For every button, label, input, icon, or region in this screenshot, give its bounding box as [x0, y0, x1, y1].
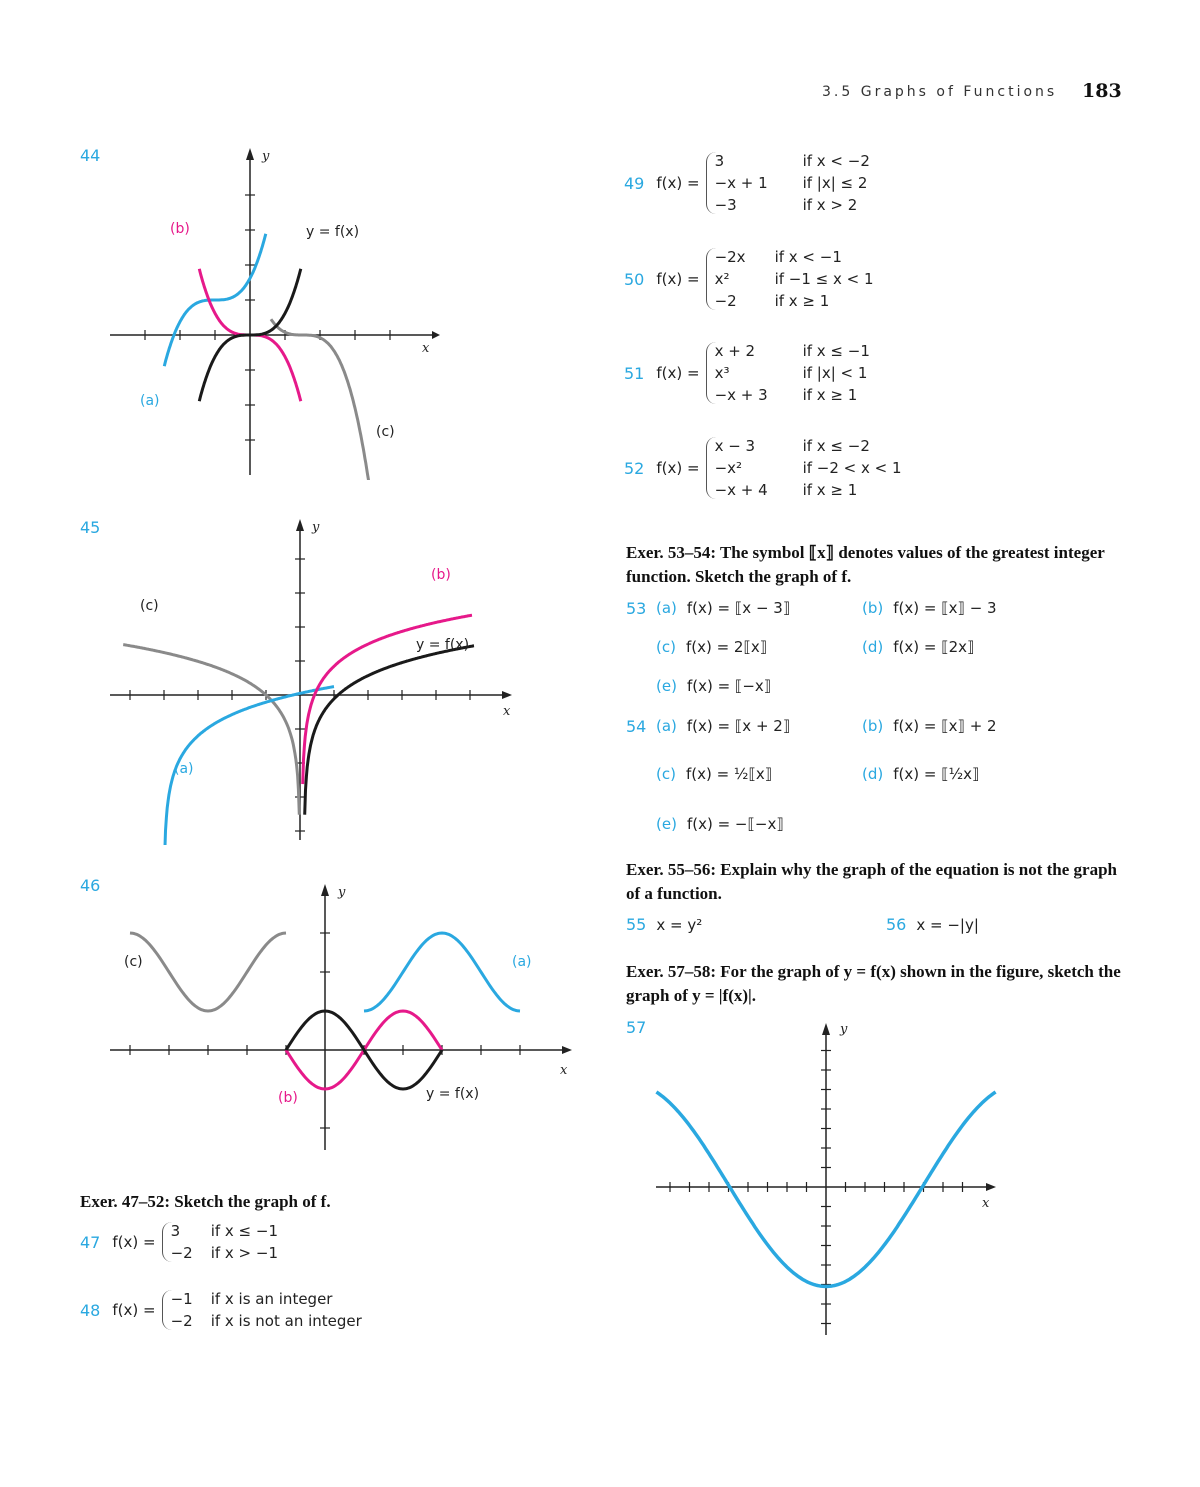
case-condition: if x ≤ −1 [210, 1222, 278, 1240]
case-value: −2x [714, 248, 746, 266]
function-lhs: f(x) = [656, 364, 700, 382]
x-axis-label: x [982, 1196, 990, 1211]
problem-49 [624, 152, 870, 214]
y-axis-label: y [262, 149, 270, 164]
function-lhs: f(x) = [656, 270, 700, 288]
problem-54a [656, 717, 790, 735]
part-label: (d) [862, 638, 884, 656]
problem-53e [656, 677, 771, 695]
piecewise-cases [706, 342, 870, 404]
problem-53a [656, 599, 790, 617]
figure-57-graph [650, 1015, 1020, 1345]
label-f: y = f(x) [416, 637, 470, 653]
problem-51 [624, 342, 870, 404]
case-value: 3 [170, 1222, 181, 1240]
problem-55 [626, 915, 702, 934]
case-value: −x² [714, 459, 743, 477]
part-label: (c) [656, 638, 676, 656]
case-condition: if −2 < x < 1 [802, 459, 902, 477]
problem-number-54: 54 [626, 717, 647, 736]
exercise-55-56-heading: Exer. 55–56: Explain why the graph of the equation is not the graph of a function. [626, 860, 1118, 903]
figure-number-44: 44 [80, 146, 101, 165]
exercise-57-58-heading: Exer. 57–58: For the graph of y = f(x) shown in the figure, sketch the graph of y = |f(x)|. [626, 962, 1121, 1005]
expression: f(x) = ⟦x⟧ − 3 [893, 599, 997, 617]
piecewise-cases [706, 437, 902, 499]
piecewise-cases [162, 1290, 362, 1330]
part-label: (d) [862, 765, 884, 783]
part-label: (a) [656, 599, 677, 617]
case-condition: if x ≤ −2 [802, 437, 870, 455]
problem-53d [862, 638, 974, 656]
equation: x = −|y| [916, 915, 979, 934]
case-value: −2 [170, 1312, 193, 1330]
case-value: −2 [714, 292, 737, 310]
label-c: (c) [376, 424, 395, 440]
function-lhs: f(x) = [112, 1301, 156, 1319]
problem-number: 47 [80, 1232, 101, 1252]
case-value: x − 3 [714, 437, 756, 455]
expression: f(x) = ½⟦x⟧ [685, 765, 773, 783]
case-condition: if x < −1 [774, 248, 842, 266]
problem-53c [656, 638, 767, 656]
case-condition: if |x| < 1 [802, 364, 868, 382]
curve-c [123, 645, 299, 815]
part-label: (e) [656, 677, 677, 695]
case-condition: if x > −1 [210, 1244, 278, 1262]
problem-56 [886, 915, 979, 934]
label-f: y = f(x) [306, 224, 360, 240]
problem-54b [862, 717, 997, 735]
x-axis-label: x [560, 1063, 568, 1078]
x-axis-label: x [422, 341, 430, 356]
label-a: (a) [512, 954, 532, 970]
problem-48 [80, 1290, 362, 1330]
exercise-47-52-heading: Exer. 47–52: Sketch the graph of f. [80, 1192, 331, 1211]
case-condition: if x ≥ 1 [774, 292, 830, 310]
figure-44-graph [100, 140, 460, 480]
piecewise-cases [706, 152, 870, 214]
figure-45-graph [100, 515, 530, 845]
case-value: −x + 1 [714, 174, 768, 192]
case-condition: if x ≥ 1 [802, 386, 858, 404]
label-a: (a) [174, 761, 194, 777]
expression: f(x) = ⟦½x⟧ [893, 765, 980, 783]
case-value: −x + 4 [714, 481, 768, 499]
figure-number-57: 57 [626, 1018, 647, 1037]
problem-number: 50 [624, 269, 645, 289]
label-b: (b) [431, 567, 451, 583]
function-lhs: f(x) = [656, 174, 700, 192]
label-a: (a) [140, 393, 160, 409]
expression: f(x) = ⟦2x⟧ [893, 638, 975, 656]
piecewise-cases [706, 248, 874, 310]
case-value: −3 [714, 196, 737, 214]
problem-54d [862, 765, 979, 783]
case-value: −2 [170, 1244, 193, 1262]
problem-54c [656, 765, 772, 783]
case-condition: if x is an integer [210, 1290, 333, 1308]
piecewise-cases [162, 1222, 278, 1262]
problem-50 [624, 248, 874, 310]
figure-46-graph [100, 878, 590, 1158]
problem-number: 52 [624, 458, 645, 478]
part-label: (e) [656, 815, 677, 833]
case-value: x³ [714, 364, 730, 382]
part-label: (c) [656, 765, 676, 783]
y-axis-label: y [338, 885, 346, 900]
case-condition: if x ≤ −1 [802, 342, 870, 360]
problem-number: 55 [626, 915, 647, 934]
part-label: (b) [862, 599, 884, 617]
label-c: (c) [124, 954, 143, 970]
figure-number-46: 46 [80, 876, 101, 895]
case-value: −x + 3 [714, 386, 768, 404]
running-header-section: 3.5 Graphs of Functions [822, 84, 1058, 100]
label-b: (b) [278, 1090, 298, 1106]
function-lhs: f(x) = [112, 1233, 156, 1251]
x-axis-label: x [503, 704, 511, 719]
part-label: (a) [656, 717, 677, 735]
label-c: (c) [140, 598, 159, 614]
y-axis-label: y [312, 520, 320, 535]
problem-number-53: 53 [626, 599, 647, 618]
case-condition: if |x| ≤ 2 [802, 174, 868, 192]
expression: f(x) = ⟦x⟧ + 2 [893, 717, 997, 735]
label-f: y = f(x) [426, 1086, 480, 1102]
equation: x = y² [656, 915, 703, 934]
expression: f(x) = 2⟦x⟧ [685, 638, 768, 656]
case-condition: if x is not an integer [210, 1312, 362, 1330]
expression: f(x) = −⟦−x⟧ [686, 815, 784, 833]
problem-53b [862, 599, 997, 617]
case-condition: if x < −2 [802, 152, 870, 170]
case-condition: if x ≥ 1 [802, 481, 858, 499]
y-axis-label: y [840, 1022, 848, 1037]
curve-a [364, 933, 520, 1011]
expression: f(x) = ⟦−x⟧ [686, 677, 772, 695]
case-condition: if −1 ≤ x < 1 [774, 270, 874, 288]
problem-number: 51 [624, 363, 645, 383]
problem-54e [656, 815, 784, 833]
curve-c [130, 933, 286, 1011]
problem-number: 48 [80, 1300, 101, 1320]
case-value: x² [714, 270, 730, 288]
label-b: (b) [170, 221, 190, 237]
case-condition: if x > 2 [802, 196, 858, 214]
problem-47 [80, 1222, 278, 1262]
function-lhs: f(x) = [656, 459, 700, 477]
part-label: (b) [862, 717, 884, 735]
case-value: x + 2 [714, 342, 756, 360]
curve-c [271, 319, 371, 480]
case-value: −1 [170, 1290, 193, 1308]
figure-number-45: 45 [80, 518, 101, 537]
problem-52 [624, 437, 902, 499]
case-value: 3 [714, 152, 725, 170]
exercise-53-54-heading: Exer. 53–54: The symbol ⟦x⟧ denotes values of the greatest integer function. Sketch the graph of f. [626, 543, 1105, 586]
expression: f(x) = ⟦x + 2⟧ [686, 717, 791, 735]
page-number: 183 [1082, 80, 1122, 102]
problem-number: 56 [886, 915, 907, 934]
expression: f(x) = ⟦x − 3⟧ [686, 599, 791, 617]
problem-number: 49 [624, 173, 645, 193]
